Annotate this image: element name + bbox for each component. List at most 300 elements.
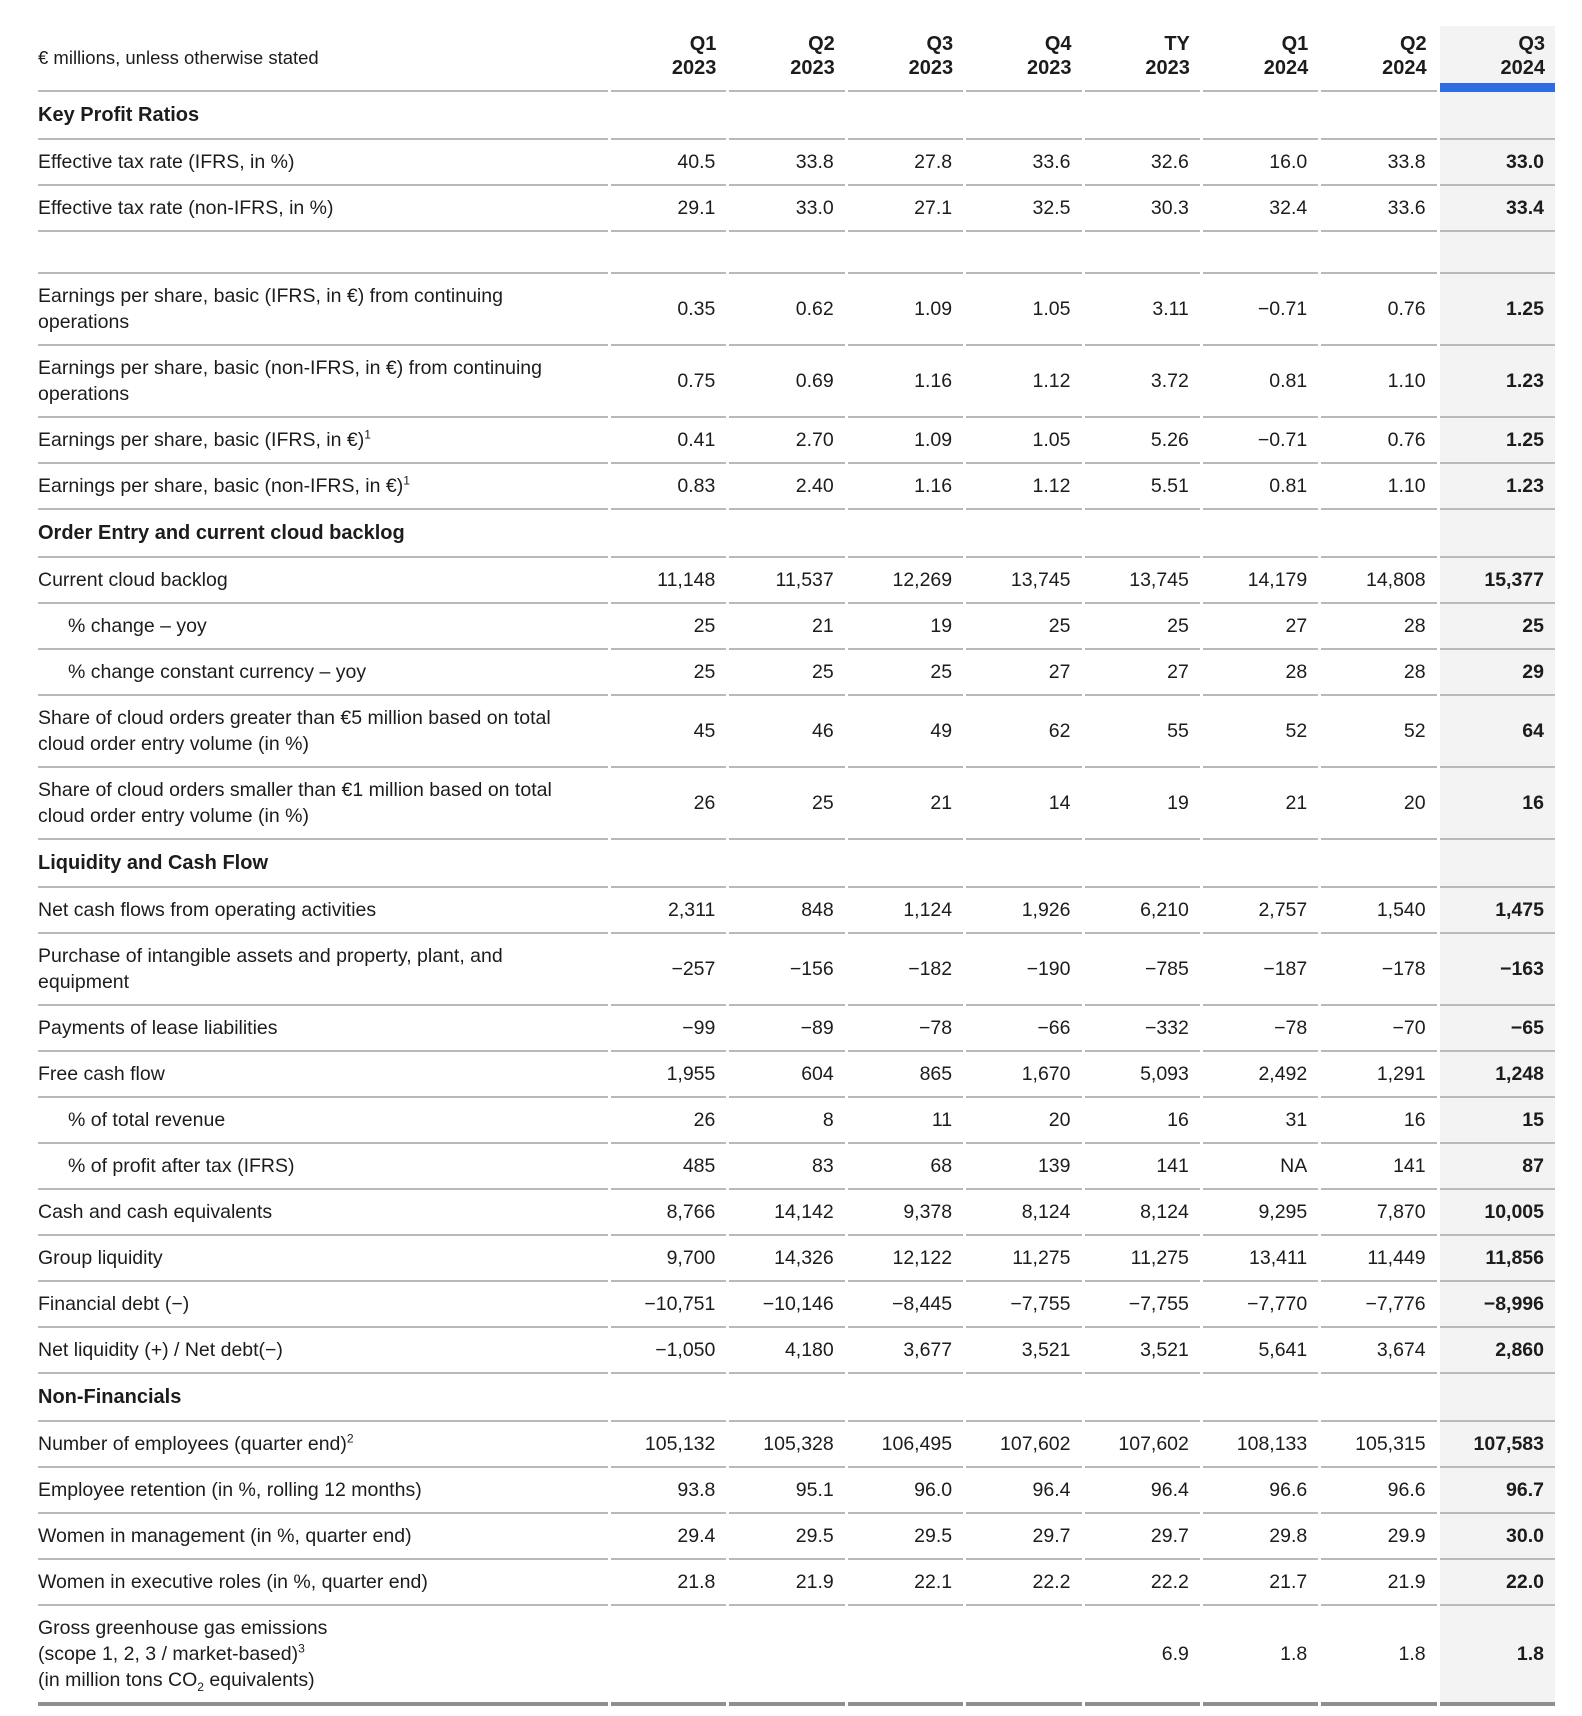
cell-value: 2,757	[1203, 888, 1318, 934]
section-header-cell	[611, 510, 726, 558]
cell-value: 14,808	[1321, 558, 1436, 604]
cell-value: 9,295	[1203, 1190, 1318, 1236]
section-header-cell	[729, 510, 844, 558]
cell-value: 29.8	[1203, 1514, 1318, 1560]
cell-value: −785	[1085, 934, 1200, 1006]
section-header-cell	[729, 1374, 844, 1422]
cell-value: 13,745	[966, 558, 1081, 604]
cell-value: 11	[848, 1098, 963, 1144]
cell-value: 33.8	[729, 140, 844, 186]
section-header-cell	[966, 1374, 1081, 1422]
cell-value: 26	[611, 1098, 726, 1144]
section-header-cell	[1440, 1374, 1555, 1422]
column-year-label: 2023	[790, 57, 835, 79]
section-title: Non-Financials	[38, 1374, 608, 1422]
row-label: Financial debt (−)	[38, 1282, 608, 1328]
cell-value: 1.12	[966, 464, 1081, 510]
cell-value: 22.2	[1085, 1560, 1200, 1606]
cell-value: −187	[1203, 934, 1318, 1006]
cell-value: 11,449	[1321, 1236, 1436, 1282]
cell-value: 30.0	[1440, 1514, 1555, 1560]
financial-table	[35, 26, 1558, 1706]
cell-value: −190	[966, 934, 1081, 1006]
cell-value: 1,955	[611, 1052, 726, 1098]
section-header-cell	[1321, 92, 1436, 140]
row-label: Earnings per share, basic (non-IFRS, in €)$^1$	[38, 464, 608, 510]
cell-value: 105,328	[729, 1422, 844, 1468]
cell-value: 0.76	[1321, 274, 1436, 346]
cell-value: 11,275	[1085, 1236, 1200, 1282]
cell-value: 848	[729, 888, 844, 934]
cell-value: 64	[1440, 696, 1555, 768]
section-header-cell	[1085, 92, 1200, 140]
row-label: Women in management (in %, quarter end)	[38, 1514, 608, 1560]
table-row	[38, 140, 1555, 186]
cell-value: 21	[848, 768, 963, 840]
cell-value: 96.4	[966, 1468, 1081, 1514]
section-header-cell	[1321, 1374, 1436, 1422]
section-header-row	[38, 1374, 1555, 1422]
cell-value: 3,521	[1085, 1328, 1200, 1374]
column-quarter-label: Q3	[1518, 33, 1545, 55]
column-quarter-label: Q2	[1399, 33, 1427, 55]
cell-value: 107,602	[966, 1422, 1081, 1468]
column-header-q2-2023	[729, 26, 844, 92]
cell-value: 0.69	[729, 346, 844, 418]
row-label: Earnings per share, basic (IFRS, in €) from continuing operations	[38, 274, 608, 346]
cell-value: −182	[848, 934, 963, 1006]
cell-value: 10,005	[1440, 1190, 1555, 1236]
cell-value: −66	[966, 1006, 1081, 1052]
section-header-cell	[1085, 840, 1200, 888]
cell-value: 28	[1203, 650, 1318, 696]
subscript: 2	[197, 1679, 205, 1694]
cell-value: 55	[1085, 696, 1200, 768]
cell-value: −70	[1321, 1006, 1436, 1052]
cell-value: 9,378	[848, 1190, 963, 1236]
cell-value: 0.81	[1203, 346, 1318, 418]
cell-value: −99	[611, 1006, 726, 1052]
column-quarter-label: Q1	[689, 33, 717, 55]
cell-value: 25	[1085, 604, 1200, 650]
section-title: Key Profit Ratios	[38, 92, 608, 140]
cell-value: 31	[1203, 1098, 1318, 1144]
row-label: Earnings per share, basic (non-IFRS, in €) from continuing operations	[38, 346, 608, 418]
cell-value: 604	[729, 1052, 844, 1098]
cell-value: −10,146	[729, 1282, 844, 1328]
cell-value: 21.7	[1203, 1560, 1318, 1606]
cell-value	[611, 232, 726, 274]
cell-value: 33.0	[1440, 140, 1555, 186]
cell-value: 0.75	[611, 346, 726, 418]
cell-value: −7,755	[966, 1282, 1081, 1328]
cell-value: 1.16	[848, 346, 963, 418]
cell-value: 33.6	[966, 140, 1081, 186]
table-row	[38, 464, 1555, 510]
cell-value: 1,926	[966, 888, 1081, 934]
cell-value: 21.9	[1321, 1560, 1436, 1606]
section-header-cell	[1203, 840, 1318, 888]
cell-value: 2,492	[1203, 1052, 1318, 1098]
table-row	[38, 650, 1555, 696]
cell-value: 28	[1321, 604, 1436, 650]
header-row	[38, 26, 1555, 92]
cell-value: 25	[729, 650, 844, 696]
section-header-cell	[966, 92, 1081, 140]
footnote-marker: 1	[364, 427, 371, 442]
cell-value: 22.0	[1440, 1560, 1555, 1606]
cell-value: 105,132	[611, 1422, 726, 1468]
cell-value: 0.81	[1203, 464, 1318, 510]
cell-value: 87	[1440, 1144, 1555, 1190]
cell-value: 1.10	[1321, 464, 1436, 510]
row-label: % of profit after tax (IFRS)	[38, 1144, 608, 1190]
cell-value: 33.8	[1321, 140, 1436, 186]
cell-value: 5,093	[1085, 1052, 1200, 1098]
table-row	[38, 1328, 1555, 1374]
footnote-marker: 2	[346, 1431, 354, 1446]
cell-value: 6.9	[1085, 1606, 1200, 1706]
cell-value: −78	[1203, 1006, 1318, 1052]
cell-value: 21.9	[729, 1560, 844, 1606]
section-header-cell	[966, 510, 1081, 558]
row-label: Gross greenhouse gas emissions (scope 1, 2, 3 / market-based)$^3$ (in million tons $CO_2$ equivalents)	[38, 1606, 608, 1706]
table-row	[38, 186, 1555, 232]
column-header-q1-2024	[1203, 26, 1318, 92]
table-row	[38, 604, 1555, 650]
cell-value: 1.23	[1440, 346, 1555, 418]
section-header-cell	[1203, 92, 1318, 140]
section-title: Liquidity and Cash Flow	[38, 840, 608, 888]
cell-value: 96.6	[1203, 1468, 1318, 1514]
cell-value: 11,537	[729, 558, 844, 604]
cell-value: 8,124	[1085, 1190, 1200, 1236]
cell-value: 1.05	[966, 274, 1081, 346]
cell-value: 1,291	[1321, 1052, 1436, 1098]
table-row	[38, 1236, 1555, 1282]
cell-value: −7,776	[1321, 1282, 1436, 1328]
column-quarter-label: Q4	[1044, 33, 1072, 55]
row-label: Group liquidity	[38, 1236, 608, 1282]
row-label: Number of employees (quarter end)$^2$	[38, 1422, 608, 1468]
column-year-label: 2024	[1382, 57, 1427, 79]
cell-value	[966, 232, 1081, 274]
column-header-ty-2023	[1085, 26, 1200, 92]
cell-value: 0.83	[611, 464, 726, 510]
table-row	[38, 558, 1555, 604]
cell-value: 27.8	[848, 140, 963, 186]
cell-value: 1.09	[848, 418, 963, 464]
cell-value: 40.5	[611, 140, 726, 186]
cell-value: 95.1	[729, 1468, 844, 1514]
cell-value: −0.71	[1203, 274, 1318, 346]
cell-value: −8,445	[848, 1282, 963, 1328]
cell-value: 21.8	[611, 1560, 726, 1606]
section-header-row	[38, 92, 1555, 140]
cell-value: 20	[1321, 768, 1436, 840]
cell-value: 32.4	[1203, 186, 1318, 232]
cell-value	[729, 1606, 844, 1706]
cell-value: 25	[848, 650, 963, 696]
cell-value: 16.0	[1203, 140, 1318, 186]
cell-value: 1.05	[966, 418, 1081, 464]
table-body	[38, 92, 1555, 1706]
column-quarter-label: Q3	[926, 33, 954, 55]
cell-value: 29.9	[1321, 1514, 1436, 1560]
cell-value: 12,269	[848, 558, 963, 604]
cell-value: 7,870	[1321, 1190, 1436, 1236]
cell-value: 2.40	[729, 464, 844, 510]
cell-value: 865	[848, 1052, 963, 1098]
table-row	[38, 888, 1555, 934]
table-row	[38, 1006, 1555, 1052]
cell-value: 2,860	[1440, 1328, 1555, 1374]
table-row	[38, 346, 1555, 418]
cell-value: 27	[1203, 604, 1318, 650]
cell-value: 96.7	[1440, 1468, 1555, 1514]
cell-value: 4,180	[729, 1328, 844, 1374]
cell-value: 52	[1321, 696, 1436, 768]
cell-value: 27	[1085, 650, 1200, 696]
cell-value: 68	[848, 1144, 963, 1190]
row-label: Share of cloud orders smaller than €1 million based on total cloud order entry volume (in %)	[38, 768, 608, 840]
cell-value: −89	[729, 1006, 844, 1052]
cell-value: 20	[966, 1098, 1081, 1144]
cell-value: 1,540	[1321, 888, 1436, 934]
cell-value: 0.41	[611, 418, 726, 464]
section-header-cell	[729, 92, 844, 140]
cell-value: 3.11	[1085, 274, 1200, 346]
cell-value: 14,326	[729, 1236, 844, 1282]
cell-value: 93.8	[611, 1468, 726, 1514]
cell-value: 13,411	[1203, 1236, 1318, 1282]
row-label	[38, 232, 608, 274]
cell-value: 108,133	[1203, 1422, 1318, 1468]
cell-value: 107,583	[1440, 1422, 1555, 1468]
column-year-label: 2024	[1500, 57, 1545, 79]
cell-value: 46	[729, 696, 844, 768]
cell-value: 9,700	[611, 1236, 726, 1282]
column-header-q4-2023	[966, 26, 1081, 92]
cell-value: 27.1	[848, 186, 963, 232]
row-label: Net liquidity (+) / Net debt(−)	[38, 1328, 608, 1374]
cell-value: 8,124	[966, 1190, 1081, 1236]
section-header-cell	[1440, 840, 1555, 888]
cell-value: 16	[1085, 1098, 1200, 1144]
cell-value: 96.0	[848, 1468, 963, 1514]
cell-value: 25	[729, 768, 844, 840]
table-row	[38, 768, 1555, 840]
cell-value: 1,475	[1440, 888, 1555, 934]
section-header-cell	[611, 1374, 726, 1422]
table-header	[38, 26, 1555, 92]
section-header-cell	[1440, 510, 1555, 558]
cell-value: 1.25	[1440, 418, 1555, 464]
cell-value: −7,755	[1085, 1282, 1200, 1328]
cell-value: −332	[1085, 1006, 1200, 1052]
row-label: Effective tax rate (IFRS, in %)	[38, 140, 608, 186]
section-header-cell	[848, 510, 963, 558]
cell-value: NA	[1203, 1144, 1318, 1190]
cell-value: 11,856	[1440, 1236, 1555, 1282]
column-header-q1-2023	[611, 26, 726, 92]
cell-value: −78	[848, 1006, 963, 1052]
table-caption: € millions, unless otherwise stated	[38, 26, 608, 92]
cell-value: 5.51	[1085, 464, 1200, 510]
cell-value: 1.23	[1440, 464, 1555, 510]
cell-value: 33.6	[1321, 186, 1436, 232]
cell-value: 15	[1440, 1098, 1555, 1144]
cell-value: 15,377	[1440, 558, 1555, 604]
cell-value: 3,674	[1321, 1328, 1436, 1374]
cell-value: 3,677	[848, 1328, 963, 1374]
cell-value: 28	[1321, 650, 1436, 696]
cell-value: 14,142	[729, 1190, 844, 1236]
column-year-label: 2024	[1263, 57, 1309, 79]
cell-value: 6,210	[1085, 888, 1200, 934]
cell-value: 16	[1321, 1098, 1436, 1144]
row-label: Effective tax rate (non-IFRS, in %)	[38, 186, 608, 232]
section-header-cell	[1085, 510, 1200, 558]
cell-value: 485	[611, 1144, 726, 1190]
section-header-cell	[966, 840, 1081, 888]
table-row	[38, 1514, 1555, 1560]
cell-value: −65	[1440, 1006, 1555, 1052]
cell-value	[848, 1606, 963, 1706]
cell-value: 21	[1203, 768, 1318, 840]
cell-value: 21	[729, 604, 844, 650]
cell-value: 29.1	[611, 186, 726, 232]
column-year-label: 2023	[1027, 57, 1072, 79]
cell-value: 16	[1440, 768, 1555, 840]
cell-value: 1.8	[1440, 1606, 1555, 1706]
cell-value: 107,602	[1085, 1422, 1200, 1468]
cell-value: 11,148	[611, 558, 726, 604]
cell-value: 13,745	[1085, 558, 1200, 604]
section-header-cell	[611, 92, 726, 140]
cell-value: 26	[611, 768, 726, 840]
cell-value: 49	[848, 696, 963, 768]
cell-value: 19	[1085, 768, 1200, 840]
column-quarter-label: TY	[1164, 33, 1190, 55]
spacer-row	[38, 232, 1555, 274]
section-header-cell	[848, 92, 963, 140]
cell-value: 22.1	[848, 1560, 963, 1606]
cell-value: 29.5	[848, 1514, 963, 1560]
footnote-marker: 1	[403, 473, 410, 488]
cell-value: 22.2	[966, 1560, 1081, 1606]
row-label: Net cash flows from operating activities	[38, 888, 608, 934]
cell-value: 1.12	[966, 346, 1081, 418]
cell-value: 83	[729, 1144, 844, 1190]
cell-value: 141	[1085, 1144, 1200, 1190]
section-header-row	[38, 840, 1555, 888]
cell-value	[848, 232, 963, 274]
cell-value: 29.5	[729, 1514, 844, 1560]
cell-value: 96.6	[1321, 1468, 1436, 1514]
cell-value: 5,641	[1203, 1328, 1318, 1374]
cell-value: 3,521	[966, 1328, 1081, 1374]
cell-value	[1203, 232, 1318, 274]
section-header-cell	[1321, 510, 1436, 558]
cell-value: 1.16	[848, 464, 963, 510]
column-year-label: 2023	[1145, 57, 1190, 79]
row-label: Purchase of intangible assets and property, plant, and equipment	[38, 934, 608, 1006]
footnote-marker: 3	[298, 1641, 305, 1656]
section-header-cell	[729, 840, 844, 888]
cell-value: 1.8	[1321, 1606, 1436, 1706]
cell-value	[1321, 232, 1436, 274]
cell-value: 0.62	[729, 274, 844, 346]
table-row	[38, 418, 1555, 464]
cell-value: 32.5	[966, 186, 1081, 232]
table-row	[38, 274, 1555, 346]
section-header-cell	[1085, 1374, 1200, 1422]
row-label: Payments of lease liabilities	[38, 1006, 608, 1052]
cell-value: 1.10	[1321, 346, 1436, 418]
row-label: Women in executive roles (in %, quarter end)	[38, 1560, 608, 1606]
cell-value: 29.4	[611, 1514, 726, 1560]
row-label: Employee retention (in %, rolling 12 months)	[38, 1468, 608, 1514]
section-header-cell	[1321, 840, 1436, 888]
section-header-cell	[848, 840, 963, 888]
section-header-cell	[1203, 510, 1318, 558]
table-row	[38, 1282, 1555, 1328]
cell-value: −178	[1321, 934, 1436, 1006]
cell-value: −7,770	[1203, 1282, 1318, 1328]
cell-value: 96.4	[1085, 1468, 1200, 1514]
cell-value: 32.6	[1085, 140, 1200, 186]
cell-value: −0.71	[1203, 418, 1318, 464]
cell-value	[729, 232, 844, 274]
row-label: Share of cloud orders greater than €5 million based on total cloud order entry volume (in %)	[38, 696, 608, 768]
cell-value: −156	[729, 934, 844, 1006]
section-title: Order Entry and current cloud backlog	[38, 510, 608, 558]
cell-value: 62	[966, 696, 1081, 768]
cell-value: 29.7	[966, 1514, 1081, 1560]
column-header-q3-2023	[848, 26, 963, 92]
cell-value: 14,179	[1203, 558, 1318, 604]
column-header-q2-2024	[1321, 26, 1436, 92]
cell-value: 1.25	[1440, 274, 1555, 346]
section-header-cell	[848, 1374, 963, 1422]
cell-value: 1,124	[848, 888, 963, 934]
cell-value	[1440, 232, 1555, 274]
cell-value: 0.35	[611, 274, 726, 346]
cell-value: 5.26	[1085, 418, 1200, 464]
cell-value: 8,766	[611, 1190, 726, 1236]
column-quarter-label: Q1	[1281, 33, 1309, 55]
cell-value: 105,315	[1321, 1422, 1436, 1468]
column-year-label: 2023	[671, 57, 717, 79]
cell-value: 1,670	[966, 1052, 1081, 1098]
cell-value	[611, 1606, 726, 1706]
row-label: % change constant currency – yoy	[38, 650, 608, 696]
row-label: % change – yoy	[38, 604, 608, 650]
cell-value: −8,996	[1440, 1282, 1555, 1328]
cell-value: 25	[611, 650, 726, 696]
cell-value: 2,311	[611, 888, 726, 934]
cell-value: 1.8	[1203, 1606, 1318, 1706]
table-row	[38, 1606, 1555, 1706]
cell-value: 141	[1321, 1144, 1436, 1190]
cell-value: −1,050	[611, 1328, 726, 1374]
row-label: Earnings per share, basic (IFRS, in €)$^1$	[38, 418, 608, 464]
cell-value: 19	[848, 604, 963, 650]
cell-value: 29	[1440, 650, 1555, 696]
cell-value: 3.72	[1085, 346, 1200, 418]
cell-value: 0.76	[1321, 418, 1436, 464]
